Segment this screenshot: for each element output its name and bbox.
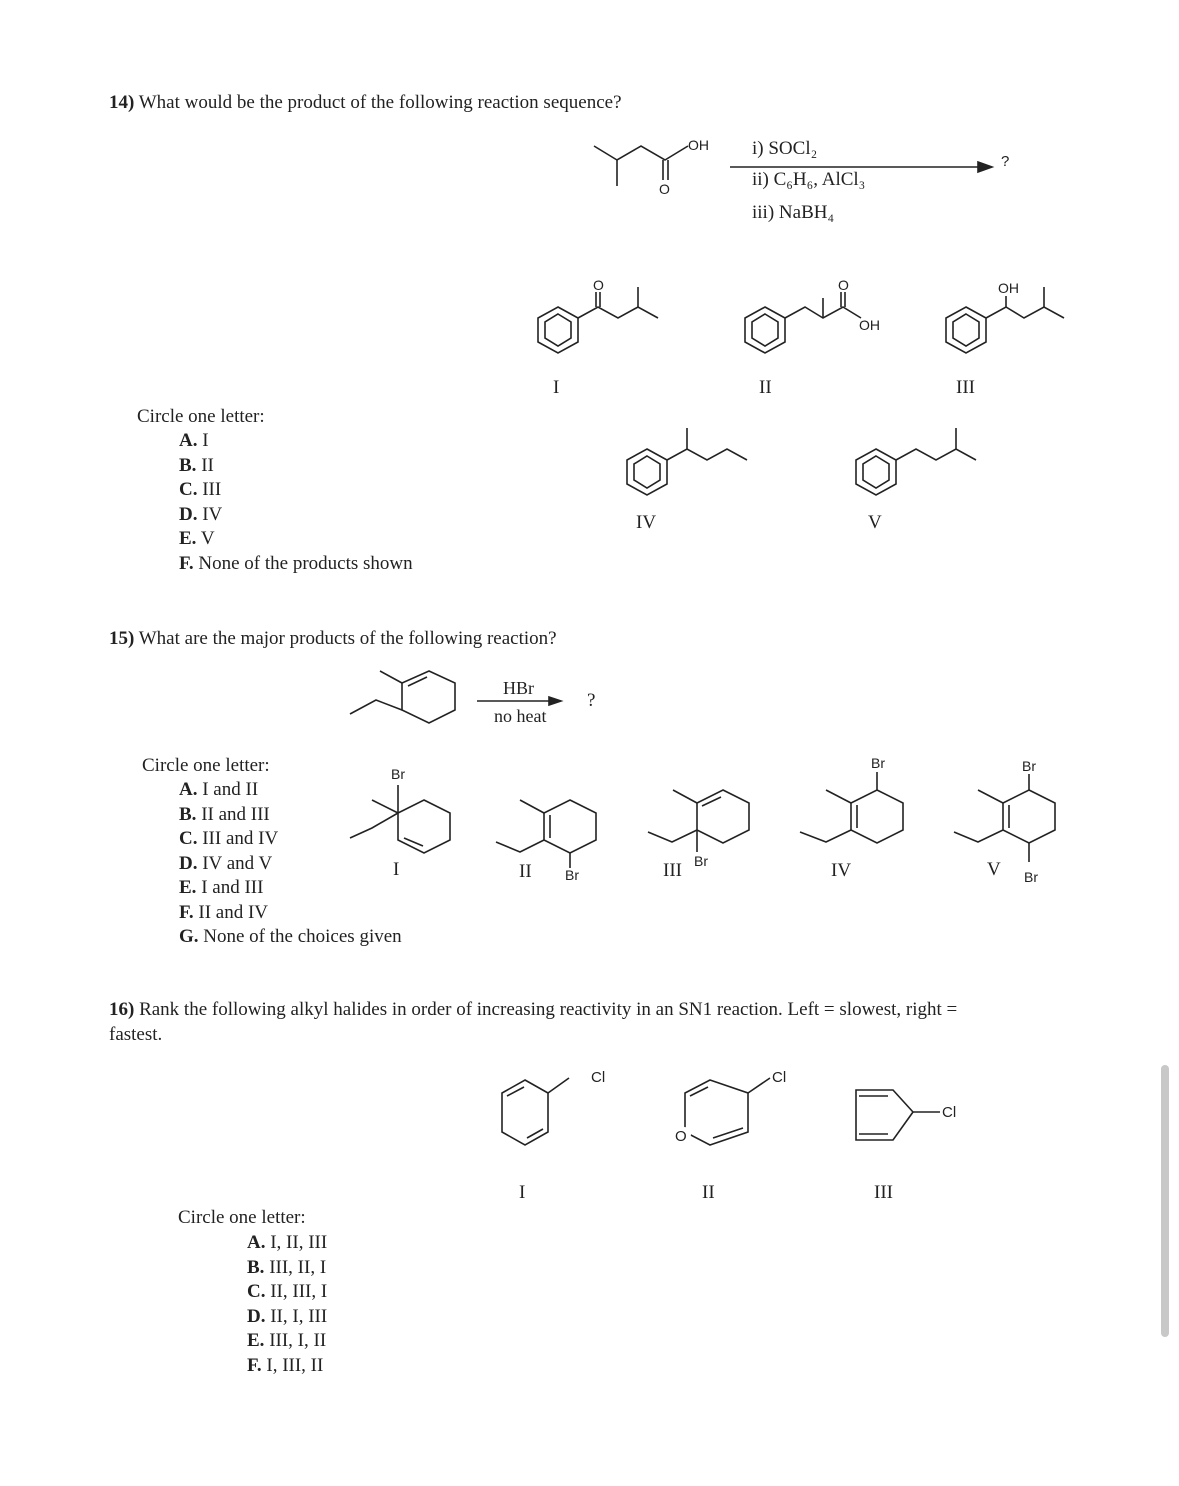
q14-reagent-1: i) SOCl₂ [752, 138, 818, 159]
q15-structure-III [648, 790, 749, 869]
q16-I-cl: Cl [591, 1069, 606, 1086]
q15-structure-IV [800, 755, 903, 843]
q14-II-o-label: O [838, 277, 849, 293]
q15-option-c[interactable]: C. III and IV [179, 828, 279, 849]
q15-label-I: I [393, 859, 400, 880]
q14-III-oh-label: OH [998, 280, 1019, 296]
q16-option-a[interactable]: A. I, II, III [247, 1232, 328, 1253]
q16-option-e[interactable]: E. III, I, II [247, 1330, 327, 1351]
q15-option-g[interactable]: G. None of the choices given [179, 926, 402, 947]
q15-III-br: Br [694, 853, 708, 869]
q15-IV-br: Br [871, 755, 885, 771]
q14-o-label: O [659, 181, 670, 197]
q15-question [109, 628, 557, 650]
q14-label-V: V [868, 512, 882, 533]
q15-question-text: What are the major products of the following reaction? [138, 628, 557, 649]
q14-reagent-2: ii) C₆H₆, AlCl₃ [752, 169, 866, 190]
q16-number: 16) [109, 999, 135, 1020]
q16-structure-II [675, 1069, 786, 1145]
q15-label-III: III [663, 860, 682, 881]
q14-question-text: What would be the product of the following reaction sequence? [138, 92, 622, 113]
q14-question [109, 92, 622, 114]
q15-circle-instruction: Circle one letter: [142, 755, 270, 776]
q16-label-II: II [702, 1182, 715, 1203]
q15-label-IV: IV [831, 860, 852, 881]
q15-label-II: II [519, 861, 532, 882]
q14-product-question-mark: ? [1001, 153, 1010, 170]
q15-option-f[interactable]: F. II and IV [179, 901, 269, 923]
q15-options [179, 778, 402, 950]
q14-option-a[interactable]: A. I [179, 430, 209, 451]
q14-option-c[interactable]: C. III [179, 479, 222, 500]
q14-option-d[interactable]: D. IV [179, 503, 223, 525]
q14-option-e[interactable]: E. V [179, 528, 215, 549]
q14-options [179, 429, 413, 576]
q15-reagent: HBr [503, 678, 534, 698]
q14-oh-label: OH [688, 137, 709, 153]
q15-V-br-top: Br [1022, 758, 1036, 774]
q15-option-a[interactable]: A. I and II [179, 779, 259, 800]
q16-question [109, 999, 957, 1021]
q15-structure-II [496, 800, 596, 883]
q15-I-br: Br [391, 766, 405, 782]
q14-I-o-label: O [593, 277, 604, 293]
q14-reagent-3: iii) NaBH₄ [752, 202, 835, 223]
q16-III-cl: Cl [942, 1104, 957, 1121]
q15-number: 15) [109, 628, 135, 649]
q14-option-b[interactable]: B. II [179, 454, 214, 476]
q16-structure-I [502, 1069, 605, 1145]
q16-option-b[interactable]: B. III, II, I [247, 1256, 327, 1278]
q15-option-d[interactable]: D. IV and V [179, 852, 273, 874]
q14-label-IV: IV [636, 512, 657, 533]
q14-structure-I [538, 277, 658, 353]
q16-option-d[interactable]: D. II, I, III [247, 1305, 328, 1327]
q14-circle-instruction: Circle one letter: [137, 406, 265, 427]
q14-label-I: I [553, 377, 560, 398]
q15-label-V: V [987, 859, 1001, 880]
q15-condition: no heat [494, 706, 547, 726]
q14-II-oh-label: OH [859, 317, 880, 333]
q16-label-I: I [519, 1182, 526, 1203]
q16-options [247, 1231, 327, 1378]
q15-option-b[interactable]: B. II and III [179, 803, 270, 825]
q16-structure-III [856, 1090, 956, 1140]
vertical-scrollbar[interactable] [1161, 1065, 1169, 1337]
q15-option-e[interactable]: E. I and III [179, 877, 264, 898]
q15-product-question-mark: ? [587, 690, 596, 711]
q14-structure-V [856, 428, 976, 495]
q16-question-line2: fastest. [109, 1024, 163, 1045]
q16-circle-instruction: Circle one letter: [178, 1207, 306, 1228]
q16-question-text-line1: Rank the following alkyl halides in order of increasing reactivity in an SN1 reaction. Left = slowest, right = [139, 999, 958, 1020]
q14-structure-IV [627, 428, 747, 495]
q15-structure-V [954, 758, 1055, 885]
q15-II-br: Br [565, 867, 579, 883]
q14-option-f[interactable]: F. None of the products shown [179, 552, 413, 574]
q15-V-br-bottom: Br [1024, 869, 1038, 885]
q14-number: 14) [109, 92, 135, 113]
q16-II-cl: Cl [772, 1069, 787, 1086]
q14-structure-II [745, 277, 880, 353]
q16-option-c[interactable]: C. II, III, I [247, 1281, 328, 1302]
q14-label-II: II [759, 377, 772, 398]
q16-option-f[interactable]: F. I, III, II [247, 1354, 324, 1376]
q16-label-III: III [874, 1182, 893, 1203]
q14-structure-III [946, 280, 1064, 353]
q16-II-o: O [675, 1128, 687, 1145]
q14-label-III: III [956, 377, 975, 398]
